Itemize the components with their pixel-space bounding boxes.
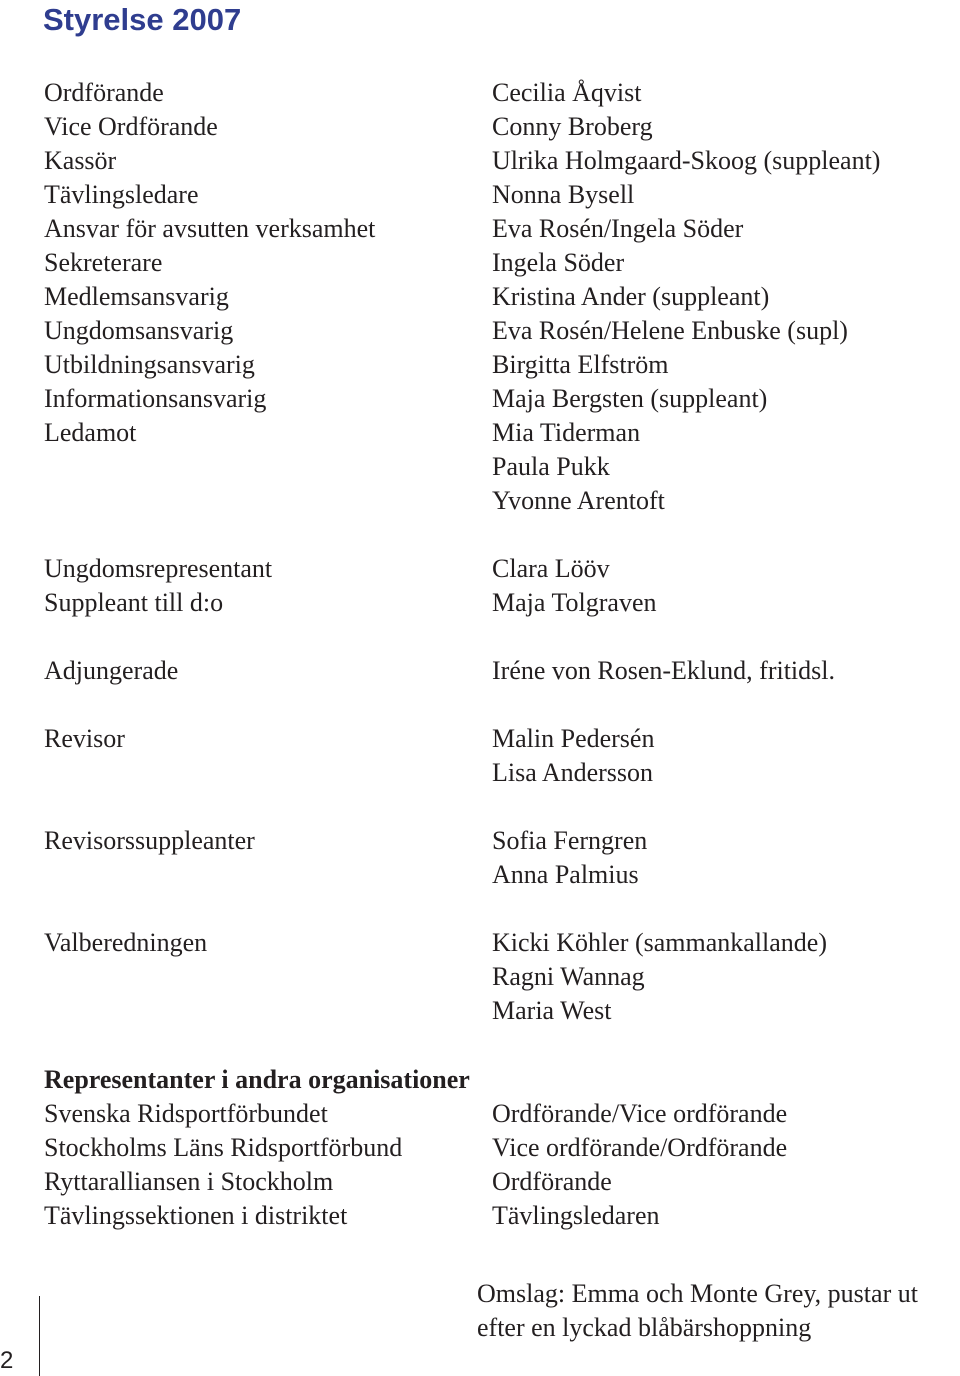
person-name: Eva Rosén/Helene Enbuske (supl) <box>492 316 848 345</box>
organisation-name: Svenska Ridsportförbundet <box>44 1099 328 1128</box>
role-label: Adjungerade <box>44 656 179 685</box>
role-label: Revisorssuppleanter <box>44 826 255 855</box>
organisation-name: Ryttaralliansen i Stockholm <box>44 1167 334 1196</box>
page-number: 2 <box>0 1347 14 1374</box>
role-label: Tävlingsledare <box>44 180 199 209</box>
person-name: Ingela Söder <box>492 248 625 277</box>
role-label: Revisor <box>44 724 125 753</box>
person-name: Nonna Bysell <box>492 180 635 209</box>
role-label: Kassör <box>44 146 117 175</box>
page-title: Styrelse 2007 <box>43 2 242 37</box>
person-name: Lisa Andersson <box>492 758 654 787</box>
positions-column <box>492 1097 787 1233</box>
organisation-name: Tävlingssektionen i distriktet <box>44 1201 348 1230</box>
cover-caption <box>477 1277 960 1345</box>
person-name: Yvonne Arentoft <box>492 486 665 515</box>
role-label: Sekreterare <box>44 248 163 277</box>
position-name: Ordförande <box>492 1167 612 1196</box>
person-name: Clara Lööv <box>492 554 610 583</box>
role-label: Ansvar för avsutten verksamhet <box>44 214 376 243</box>
person-name: Mia Tiderman <box>492 418 641 447</box>
role-label: Valberedningen <box>44 928 208 957</box>
caption-line: efter en lyckad blåbärshoppning <box>477 1313 812 1342</box>
person-name: Kristina Ander (suppleant) <box>492 282 770 311</box>
roles-column <box>44 76 375 960</box>
role-label: Suppleant till d:o <box>44 588 224 617</box>
caption-line: Omslag: Emma och Monte Grey, pustar ut <box>477 1279 918 1308</box>
role-label: Medlemsansvarig <box>44 282 229 311</box>
person-name: Maja Tolgraven <box>492 588 657 617</box>
person-name: Anna Palmius <box>492 860 639 889</box>
person-name: Cecilia Åqvist <box>492 78 642 107</box>
position-name: Tävlingsledaren <box>492 1201 660 1230</box>
position-name: Ordförande/Vice ordförande <box>492 1099 788 1128</box>
person-name: Conny Broberg <box>492 112 653 141</box>
person-name: Paula Pukk <box>492 452 610 481</box>
person-name: Maja Bergsten (suppleant) <box>492 384 768 413</box>
person-name: Malin Pedersén <box>492 724 655 753</box>
organisation-name: Stockholms Läns Ridsportförbund <box>44 1133 403 1162</box>
representatives-heading: Representanter i andra organisationer <box>44 1065 470 1094</box>
person-name: Maria West <box>492 996 612 1025</box>
person-name: Eva Rosén/Ingela Söder <box>492 214 744 243</box>
person-name: Ulrika Holmgaard-Skoog (suppleant) <box>492 146 881 175</box>
person-name: Ragni Wannag <box>492 962 645 991</box>
role-label: Informationsansvarig <box>44 384 267 413</box>
person-name: Birgitta Elfström <box>492 350 669 379</box>
role-label: Ungdomsansvarig <box>44 316 234 345</box>
person-name: Kicki Köhler (sammankallande) <box>492 928 827 957</box>
position-name: Vice ordförande/Ordförande <box>492 1133 788 1162</box>
role-label: Utbildningsansvarig <box>44 350 255 379</box>
organisations-column <box>44 1097 402 1233</box>
role-label: Ordförande <box>44 78 164 107</box>
role-label: Vice Ordförande <box>44 112 218 141</box>
margin-rule <box>39 1296 40 1376</box>
names-column <box>492 76 880 1028</box>
role-label: Ledamot <box>44 418 137 447</box>
person-name: Sofia Ferngren <box>492 826 648 855</box>
role-label: Ungdomsrepresentant <box>44 554 273 583</box>
person-name: Iréne von Rosen-Eklund, fritidsl. <box>492 656 835 685</box>
